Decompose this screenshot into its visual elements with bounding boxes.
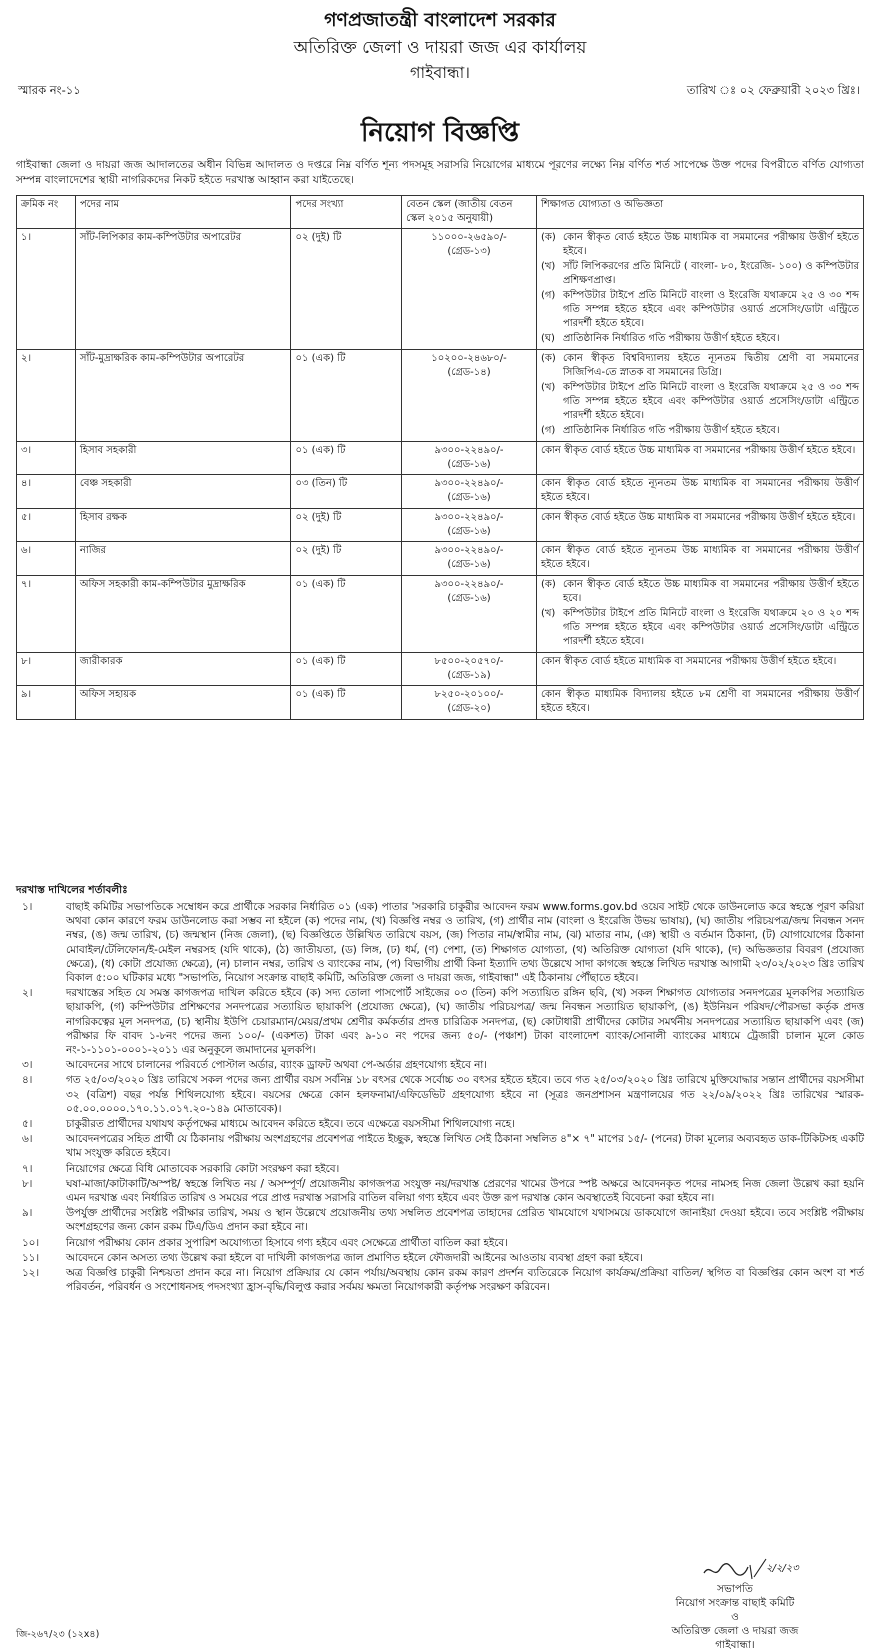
print-reference: জি-২৬৭/২৩ (১২x৪)	[16, 1629, 100, 1640]
qualification-item	[541, 688, 859, 716]
qualification-text: কোন স্বীকৃত বোর্ড হইতে ন্যূনতম উচ্চ মাধ্যমিক বা সমমানের পরীক্ষায় উত্তীর্ণ হইতে হইবে।	[540, 545, 859, 570]
signature-and: ও	[731, 1611, 739, 1623]
condition-text: উপর্যুক্ত প্রার্থীদের সংশ্লিষ্ট পরীক্ষার তারিখ, সময় ও স্থান উল্লেখে প্রয়োজনীয় তথ্য সম্বলিত প্রবেশপত্র তাহাদের প্রেরিত খামযোগে যথাসময়ে ডাকযোগে জানাইয়া দেওয়া হইবে। তবে সংশ্লিষ্ট পরীক্ষায় অংশগ্রহণের জন্য কোন রকম টিএ/ডিএ প্রদান করা হইবে না।	[66, 1207, 864, 1234]
office-heading: অতিরিক্ত জেলা ও দায়রা জজ এর কার্যালয়	[293, 38, 587, 58]
condition-text: আবেদনপত্রের সহিত প্রার্থী যে ঠিকানায় পরীক্ষায় অংশগ্রহণের প্রবেশপত্র পাইতে ইচ্ছুক, স্বহস্তে লিখিত সেই ঠিকানা সম্বলিত ৪"× ৭" মাপের ১৫/- (পনের) টাকা মূল্যের অব্যবহৃত ডাক-টিকিটসহ একটি খাম সংযুক্ত করিতে হইবে।	[66, 1133, 864, 1160]
qualification-marker: (গ)	[540, 425, 556, 436]
condition-item	[16, 1251, 864, 1265]
qualification-text: কোন স্বীকৃত বোর্ড হইতে উচ্চ মাধ্যমিক বা সমমানের পরীক্ষায় উত্তীর্ণ হইতে হইবে।	[540, 445, 856, 456]
condition-number: ১।	[22, 901, 33, 913]
pay-scale-value: ৯৩০০-২২৪৯০/-	[434, 545, 504, 556]
qualification-text: কম্পিউটার টাইপে প্রতি মিনিটে বাংলা ও ইংরেজি যথাক্রমে ২০ ও ২০ শব্দ গতি সম্পন্ন হইতে হইবে এবং কম্পিউটার ওয়ার্ড প্রসেসিং/ডাটা এন্ট্রিতে পারদর্শী হইতে হইবে।	[562, 608, 859, 647]
pay-scale-cell	[402, 653, 537, 686]
qualification-text: কোন স্বীকৃত বোর্ড হইতে উচ্চ মাধ্যমিক বা সমমানের পরীক্ষায় উত্তীর্ণ হইতে হবে।	[562, 579, 859, 604]
condition-text: ঘষা-মাজা/কাটাকাটি/অস্পষ্ট/ স্বহস্তে লিখিত নয় / অসম্পূর্ণ/ প্রয়োজনীয় কাগজপত্র সংযুক্ত নয়/দরখাস্ত প্রেরণের খামের উপরে স্পষ্ট অক্ষরে আবেদনকৃত পদের নামসহ নিজ জেলা উল্লেখ করা হয়নি এমন দরখাস্ত এবং নির্ধারিত তারিখ ও সময়ের পরে প্রাপ্ত দরখাস্ত সরাসরি বাতিল বলিয়া গণ্য হইবে এবং উক্ত রূপ দরখাস্ত কোন অবস্থাতেই বিবেচনা করা হইবে না।	[66, 1177, 864, 1205]
pay-scale-value: ৮২৫০-২০১০০/-	[434, 689, 504, 700]
condition-number: ১২।	[22, 1267, 40, 1280]
condition-item	[16, 1073, 864, 1116]
serial-cell: ৩।	[17, 442, 76, 475]
post-count-cell: ০২ (দুই) টি	[291, 509, 402, 542]
pay-scale-value: ৯৩০০-২২৪৯০/-	[434, 512, 504, 523]
post-count-cell: ০২ (দুই) টি	[291, 229, 402, 350]
post-name-cell: সাঁট-মুদ্রাক্ষরিক কাম-কম্পিউটার অপারেটর	[75, 350, 291, 442]
qualification-text: প্রাতিষ্ঠানিক নির্ধারিত গতি পরীক্ষায় উত্তীর্ণ হইতে হইবে।	[562, 333, 780, 344]
qualification-item	[541, 578, 859, 606]
qualification-item	[541, 260, 859, 288]
pay-scale-value: ৮৫০০-২০৫৭০/-	[434, 656, 504, 667]
qualification-marker: (খ)	[540, 608, 556, 619]
qualification-marker: (ক)	[540, 232, 556, 243]
post-count-cell: ০২ (দুই) টি	[291, 542, 402, 576]
pay-scale-cell	[402, 475, 537, 509]
post-name-cell: অফিস সহকারী কাম-কম্পিউটার মুদ্রাক্ষরিক	[75, 576, 291, 653]
post-count-cell: ০১ (এক) টি	[291, 653, 402, 686]
qualification-marker: (খ)	[540, 382, 556, 393]
signature-block	[630, 1563, 840, 1652]
post-count-cell: ০১ (এক) টি	[291, 576, 402, 653]
pay-grade: (গ্রেড-১৬)	[447, 593, 491, 604]
qualification-marker: (গ)	[540, 290, 556, 301]
condition-text: বাছাই কমিটির সভাপতিকে সম্বোধন করে প্রার্থীকে সরকার নির্ধারিত ০১ (এক) পাতার 'সরকারি চাকুরীর আবেদন ফরম www.forms.gov.bd ওয়েব সাইট থেকে ডাউনলোড করে স্বহস্তে পূরণ করিয়া অথবা কোন কারণে ফরম ডাউনলোড করা সম্ভব না হইলে (ক) পদের নাম, (খ) বিজ্ঞপ্তি নম্বর ও তারিখ, (গ) প্রার্থীর নাম (বাংলা ও ইংরেজি উভয় ভাষায়), (ঘ) জাতীয় পরিচয়পত্র/জন্ম নিবন্ধন সনদ নম্বর, (ঙ) জন্ম তারিখ, (চ) জন্মস্থান (নিজ জেলা), (ছ) বিজ্ঞপ্তিতে উল্লিখিত তারিখে বয়স, (জ) পিতার নাম/স্বামীর নাম, (ঝ) মাতার নাম, (ঞ) স্থায়ী ও বর্তমান ঠিকানা, (ট) যোগাযোগের ঠিকানা মোবাইল/টেলিফোন/ই-মেইল নম্বরসহ (যদি থাকে), (ঠ) জাতীয়তা, (ড) লিঙ্গ, (ঢ) ধর্ম, (ণ) পেশা, (ত) শিক্ষাগত যোগ্যতা, (থ) অতিরিক্ত যোগ্যতা (যদি থাকে), (দ) অভিজ্ঞতার বিবরণ (প্রযোজ্য ক্ষেত্রে), (ধ) কোটা প্রযোজ্য ক্ষেত্রে), (ন) চালান নম্বর, তারিখ ও ব্যাংকের নাম, (প) বিভাগীয় প্রার্থী কিনা ইত্যাদি তথ্য উল্লেখে সাদা কাগজে স্বহস্তে লিখিত দরখাস্ত আগামী ২৩/০২/২০২৩ খ্রিঃ তারিখ বিকাল ৫:০০ ঘটিকার মধ্যে "সভাপতি, নিয়োগ সংক্রান্ত বাছাই কমিটি, অতিরিক্ত জেলা ও দায়রা জজ, গাইবান্ধা" এই ঠিকানায় পৌঁছাতে হইবে।	[66, 901, 864, 985]
condition-number: ২।	[22, 987, 33, 1000]
pay-grade: (গ্রেড-১৪)	[447, 367, 491, 378]
qualification-item	[541, 231, 859, 259]
qualification-item	[541, 511, 859, 525]
qualification-item	[541, 289, 859, 331]
pay-grade: (গ্রেড-১৬)	[447, 492, 491, 503]
header-serial: ক্রমিক নং	[17, 196, 76, 229]
qualification-item	[541, 424, 859, 438]
condition-number: ৯।	[22, 1207, 33, 1220]
qualification-text: সাঁট লিপিকরণের প্রতি মিনিটে ( বাংলা- ৮০, ইংরেজি- ১০০) ও কম্পিউটার প্রশিক্ষণপ্রাপ্ত।	[562, 261, 859, 286]
qualification-cell	[536, 442, 863, 475]
post-name-cell: নাজির	[75, 542, 291, 576]
serial-cell: ১।	[17, 229, 76, 350]
qualification-cell	[536, 653, 863, 686]
condition-item	[16, 1177, 864, 1205]
table-row	[17, 509, 864, 542]
qualification-text: কোন স্বীকৃত বোর্ড হইতে ন্যূনতম উচ্চ মাধ্যমিক বা সমমানের পরীক্ষায় উত্তীর্ণ হইতে হইবে।	[540, 478, 859, 503]
qualification-cell	[536, 576, 863, 653]
qualification-marker: (ঘ)	[540, 333, 555, 344]
condition-text: অত্র বিজ্ঞপ্তি চাকুরী নিশ্চয়তা প্রদান করে না। নিয়োগ প্রক্রিয়ার যে কোন পর্যায়/অবস্থায় কোন রকম কারণ প্রদর্শন ব্যতিরেকে নিয়োগ কার্যক্রম/প্রক্রিয়া বাতিল/ স্থগিত বা বিজ্ঞপ্তির কোন অংশ বা শর্ত পরিবর্তন, পরিবর্ধন ও সংশোধনসহ পদসংখ্যা হ্রাস-বৃদ্ধি/বিলুপ্ত করার সর্বময় ক্ষমতা নিয়োগকারী কর্তৃপক্ষ সংরক্ষণ করিবেন।	[66, 1267, 864, 1294]
pay-grade: (গ্রেড-১৬)	[447, 526, 491, 537]
table-row	[17, 442, 864, 475]
signature-place: গাইবান্ধা।	[715, 1639, 755, 1651]
qualification-item	[541, 352, 859, 380]
memo-number: স্মারক নং-১১	[18, 83, 81, 97]
qualification-cell	[536, 229, 863, 350]
signature-image	[700, 1555, 770, 1585]
serial-cell: ৪।	[17, 475, 76, 509]
serial-cell: ৯।	[17, 686, 76, 720]
qualification-text: কোন স্বীকৃত বিশ্ববিদ্যালয় হইতে ন্যূনতম দ্বিতীয় শ্রেণী বা সমমানের সিজিপিএ-তে স্নাতক বা সমমানের ডিগ্রি।	[562, 353, 859, 378]
qualification-item	[541, 477, 859, 505]
condition-item	[16, 1236, 864, 1250]
office-location: গাইবান্ধা।	[409, 63, 471, 82]
qualification-item	[541, 607, 859, 649]
signature-title: সভাপতি	[717, 1583, 753, 1595]
post-count-cell: ০১ (এক) টি	[291, 686, 402, 720]
pay-grade: (গ্রেড-২০)	[447, 703, 491, 714]
condition-number: ৭।	[22, 1162, 33, 1175]
condition-number: ৪।	[22, 1074, 33, 1087]
qualification-text: কোন স্বীকৃত বোর্ড হইতে মাধ্যমিক বা সমমানের পরীক্ষায় উত্তীর্ণ হইতে হইবে।	[540, 656, 837, 667]
qualification-cell	[536, 350, 863, 442]
header-post: পদের নাম	[75, 196, 291, 229]
table-row	[17, 576, 864, 653]
table-row	[17, 653, 864, 686]
qualification-cell	[536, 542, 863, 576]
condition-item	[16, 1266, 864, 1294]
post-name-cell: জারীকারক	[75, 653, 291, 686]
pay-scale-value: ১১০০০-২৬৫৯০/-	[431, 232, 507, 243]
vacancy-table	[16, 195, 864, 720]
condition-text: আবেদনে কোন অসত্য তথ্য উল্লেখ করা হইলে বা দাখিলী কাগজপত্র জাল প্রমাণিত হইলে ফৌজদারী আইনের আওতায় ব্যবস্থা গ্রহণ করা হইবে।	[66, 1251, 643, 1264]
pay-scale-cell	[402, 509, 537, 542]
qualification-item	[541, 381, 859, 423]
condition-number: ১০।	[22, 1236, 40, 1249]
intro-paragraph: গাইবান্ধা জেলা ও দায়রা জজ আদালতের অধীন বিভিন্ন আদালত ও দপ্তরে নিম্ন বর্ণিত শূন্য পদসমূহ সরাসরি নিয়োগের মাধ্যমে পূরণের লক্ষ্যে নিম্ন বর্ণিত শর্ত সাপেক্ষে উক্ত পদের বিপরীতে বর্ণিত যোগ্যতা সম্পন্ন বাংলাদেশের স্থায়ী নাগরিকদের নিকট হইতে দরখাস্ত আহ্বান করা যাইতেছে।	[16, 159, 864, 186]
conditions-title: দরখাস্ত দাখিলের শর্তাবলীঃ	[16, 884, 128, 896]
pay-scale-cell	[402, 229, 537, 350]
pay-grade: (গ্রেড-১৯)	[447, 670, 491, 681]
pay-scale-cell	[402, 442, 537, 475]
condition-item	[16, 1117, 864, 1131]
qualification-text: কোন স্বীকৃত বোর্ড হইতে উচ্চ মাধ্যমিক বা সমমানের পরীক্ষায় উত্তীর্ণ হইতে হইবে।	[562, 232, 859, 257]
qualification-text: কম্পিউটার টাইপে প্রতি মিনিটে বাংলা ও ইংরেজি যথাক্রমে ২৫ ও ৩০ শব্দ গতি সম্পন্ন হইতে হইবে এবং কম্পিউটার ওয়ার্ড প্রসেসিং/ডাটা এন্ট্রিতে পারদর্শী হইতে হইবে।	[562, 290, 859, 329]
pay-scale-value: ১০২০০-২৪৬৮০/-	[431, 353, 507, 364]
table-header-row	[17, 196, 864, 229]
post-count-cell: ০১ (এক) টি	[291, 350, 402, 442]
condition-text: গত ২৫/০৩/২০২০ খ্রিঃ তারিখে সকল পদের জন্য প্রার্থীর বয়স সর্বনিম্ন ১৮ বৎসর থেকে সর্বোচ্চ ৩০ বৎসর হইতে হইবে। তবে গত ২৫/০৩/২০২০ খ্রিঃ তারিখে মুক্তিযোদ্ধার সন্তান প্রার্থীদের বয়সসীমা ৩২ (বত্রিশ) বছর পর্যন্ত শিথিলযোগ্য হইবে। বয়সের ক্ষেত্রে কোন হলফনামা/এফিডেভিট গ্রহণযোগ্য হইবে না (সূত্রঃ জনপ্রশাসন মন্ত্রণালয়ের গত ২২/০৯/২০২২ খ্রিঃ তারিখের স্মারক- ০৫.০০.০০০০.১৭০.১১.০১৭.২০-১৪৯ মোতাবেক)।	[66, 1074, 864, 1115]
condition-number: ৫।	[22, 1118, 33, 1131]
pay-scale-cell	[402, 576, 537, 653]
pay-scale-cell	[402, 686, 537, 720]
qualification-item	[541, 544, 859, 572]
serial-cell: ৬।	[17, 542, 76, 576]
condition-text: আবেদনের সাথে চালানের পরিবর্তে পোস্টাল অর্ডার, ব্যাংক ড্রাফট অথবা পে-অর্ডার গ্রহণযোগ্য হইবে না।	[66, 1059, 487, 1072]
qualification-text: কোন স্বীকৃত মাধ্যমিক বিদ্যালয় হইতে ৮ম শ্রেণী বা সমমানের পরীক্ষায় উত্তীর্ণ হইতে হইবে।	[540, 689, 859, 714]
qualification-marker: (খ)	[540, 261, 556, 272]
notice-date: তারিখ ঃ ০২ ফেব্রুয়ারী ২০২৩ খ্রিঃ।	[686, 83, 860, 97]
pay-scale-value: ৯৩০০-২২৪৯০/-	[434, 478, 504, 489]
condition-item	[16, 900, 864, 985]
table-row	[17, 475, 864, 509]
post-name-cell: হিসাব সহকারী	[75, 442, 291, 475]
qualification-cell	[536, 686, 863, 720]
qualification-text: কোন স্বীকৃত বোর্ড হইতে উচ্চ মাধ্যমিক বা সমমানের পরীক্ষায় উত্তীর্ণ হইতে হইবে।	[540, 512, 856, 523]
condition-text: নিয়োগ পরীক্ষায় কোন প্রকার সুপারিশ অযোগ্যতা হিসাবে গণ্য হইবে এবং সেক্ষেত্রে প্রার্থীতা বাতিল করা হইবে।	[66, 1236, 508, 1249]
condition-text: নিয়োগের ক্ষেত্রে বিধি মোতাবেক সরকারি কোটা সংরক্ষণ করা হইবে।	[66, 1162, 340, 1175]
condition-number: ৩।	[22, 1059, 33, 1072]
condition-item	[16, 1206, 864, 1234]
government-heading: গণপ্রজাতন্ত্রী বাংলাদেশ সরকার	[324, 9, 556, 31]
table-row	[17, 350, 864, 442]
notice-title: নিয়োগ বিজ্ঞপ্তি	[361, 118, 519, 148]
header-qualification: শিক্ষাগত যোগ্যতা ও অভিজ্ঞতা	[536, 196, 863, 229]
pay-scale-value: ৯৩০০-২২৪৯০/-	[434, 579, 504, 590]
qualification-marker: (ক)	[540, 579, 556, 590]
condition-text: চাকুরীরত প্রার্থীদের যথাযথ কর্তৃপক্ষের মাধ্যমে আবেদন করিতে হইবে। তবে এক্ষেত্রে বয়সসীমা শিথিলযোগ্য নহে।	[66, 1118, 515, 1131]
serial-cell: ৫।	[17, 509, 76, 542]
pay-scale-cell	[402, 350, 537, 442]
qualification-marker: (ক)	[540, 353, 556, 364]
qualification-item	[541, 444, 859, 458]
condition-number: ১১।	[22, 1251, 40, 1264]
pay-grade: (গ্রেড-১৬)	[447, 459, 491, 470]
post-name-cell: বেঞ্চ সহকারী	[75, 475, 291, 509]
post-name-cell: সাঁট-লিপিকার কাম-কম্পিউটার অপারেটর	[75, 229, 291, 350]
post-count-cell: ০১ (এক) টি	[291, 442, 402, 475]
qualification-item	[541, 655, 859, 669]
serial-cell: ২।	[17, 350, 76, 442]
table-row	[17, 542, 864, 576]
post-name-cell: হিসাব রক্ষক	[75, 509, 291, 542]
signature-committee: নিয়োগ সংক্রান্ত বাছাই কমিটি	[675, 1597, 795, 1609]
qualification-text: প্রাতিষ্ঠানিক নির্ধারিত গতি পরীক্ষায় উত্তীর্ণ হইতে হইবে।	[562, 425, 780, 436]
conditions-list	[16, 900, 864, 1295]
table-row	[17, 686, 864, 720]
pay-grade: (গ্রেড-১৩)	[447, 246, 491, 257]
post-name-cell: অফিস সহায়ক	[75, 686, 291, 720]
pay-scale-cell	[402, 542, 537, 576]
qualification-cell	[536, 509, 863, 542]
condition-text: দরখাস্তের সহিত যে সমস্ত কাগজপত্র দাখিল করিতে হইবে (ক) সদ্য তোলা পাসপোর্ট সাইজের ০৩ (তিন) কপি সত্যায়িত রঙ্গিন ছবি, (খ) সকল শিক্ষাগত যোগ্যতার সনদপত্রের মূলকপির সত্যায়িত ছায়াকপি, (গ) কম্পিউটার প্রশিক্ষণের সনদপত্রের সত্যায়িত ছায়াকপি (প্রযোজ্য ক্ষেত্রে), (ঘ) জাতীয় পরিচয়পত্র/ জন্ম নিবন্ধন সত্যায়িত ছায়াকপি, (ঙ) ইউনিয়ন পরিষদ/পৌরসভা কর্তৃক প্রদত্ত নাগরিকত্বের মূল সনদপত্র, (চ) স্থানীয় ইউপি চেয়ারম্যান/মেয়র/প্রথম শ্রেণীর কর্মকর্তার প্রদত্ত চারিত্রিক সনদপত্র, (ছ) কোটাধারী প্রার্থীদের কোটার সমর্থনীয় সনদপত্রের সত্যায়িত ছায়াকপি এবং (জ) পরীক্ষার ফি বাবদ ১-৮নং পদের জন্য ১০০/- (একশত) টাকা এবং ৯-১০ নং পদের জন্য ৫০/- (পঞ্চাশ) টাকা বাংলাদেশ ব্যাংক/সোনালী ব্যাংকের মাধ্যমে ট্রেজারী চালান মূলে কোড নং-১-১১০১-০০০১-২০১১ এর অনুকূলে জমাদানের মূলকপি।	[66, 987, 864, 1057]
qualification-item	[541, 332, 859, 346]
pay-grade: (গ্রেড-১৬)	[447, 559, 491, 570]
condition-number: ৮।	[22, 1177, 33, 1190]
serial-cell: ৮।	[17, 653, 76, 686]
condition-item	[16, 1162, 864, 1176]
header-count: পদের সংখ্যা	[291, 196, 402, 229]
serial-cell: ৭।	[17, 576, 76, 653]
condition-item	[16, 1132, 864, 1160]
header-scale: বেতন স্কেল (জাতীয় বেতন স্কেল ২০১৫ অনুযায়ী)	[402, 196, 537, 229]
pay-scale-value: ৯৩০০-২২৪৯০/-	[434, 445, 504, 456]
qualification-cell	[536, 475, 863, 509]
condition-item	[16, 1058, 864, 1072]
post-count-cell: ০৩ (তিন) টি	[291, 475, 402, 509]
condition-item	[16, 986, 864, 1057]
table-row	[17, 229, 864, 350]
signature-office: অতিরিক্ত জেলা ও দায়রা জজ	[671, 1625, 799, 1637]
signature-date: ২/২/২৩	[766, 1563, 799, 1574]
qualification-text: কম্পিউটার টাইপে প্রতি মিনিটে বাংলা ও ইংরেজি যথাক্রমে ২৫ ও ৩০ শব্দ গতি সম্পন্ন হইতে হইবে এবং কম্পিউটার ওয়ার্ড প্রসেসিং/ডাটা এন্ট্রিতে পারদর্শী হইতে হইবে।	[562, 382, 859, 421]
condition-number: ৬।	[22, 1133, 33, 1146]
